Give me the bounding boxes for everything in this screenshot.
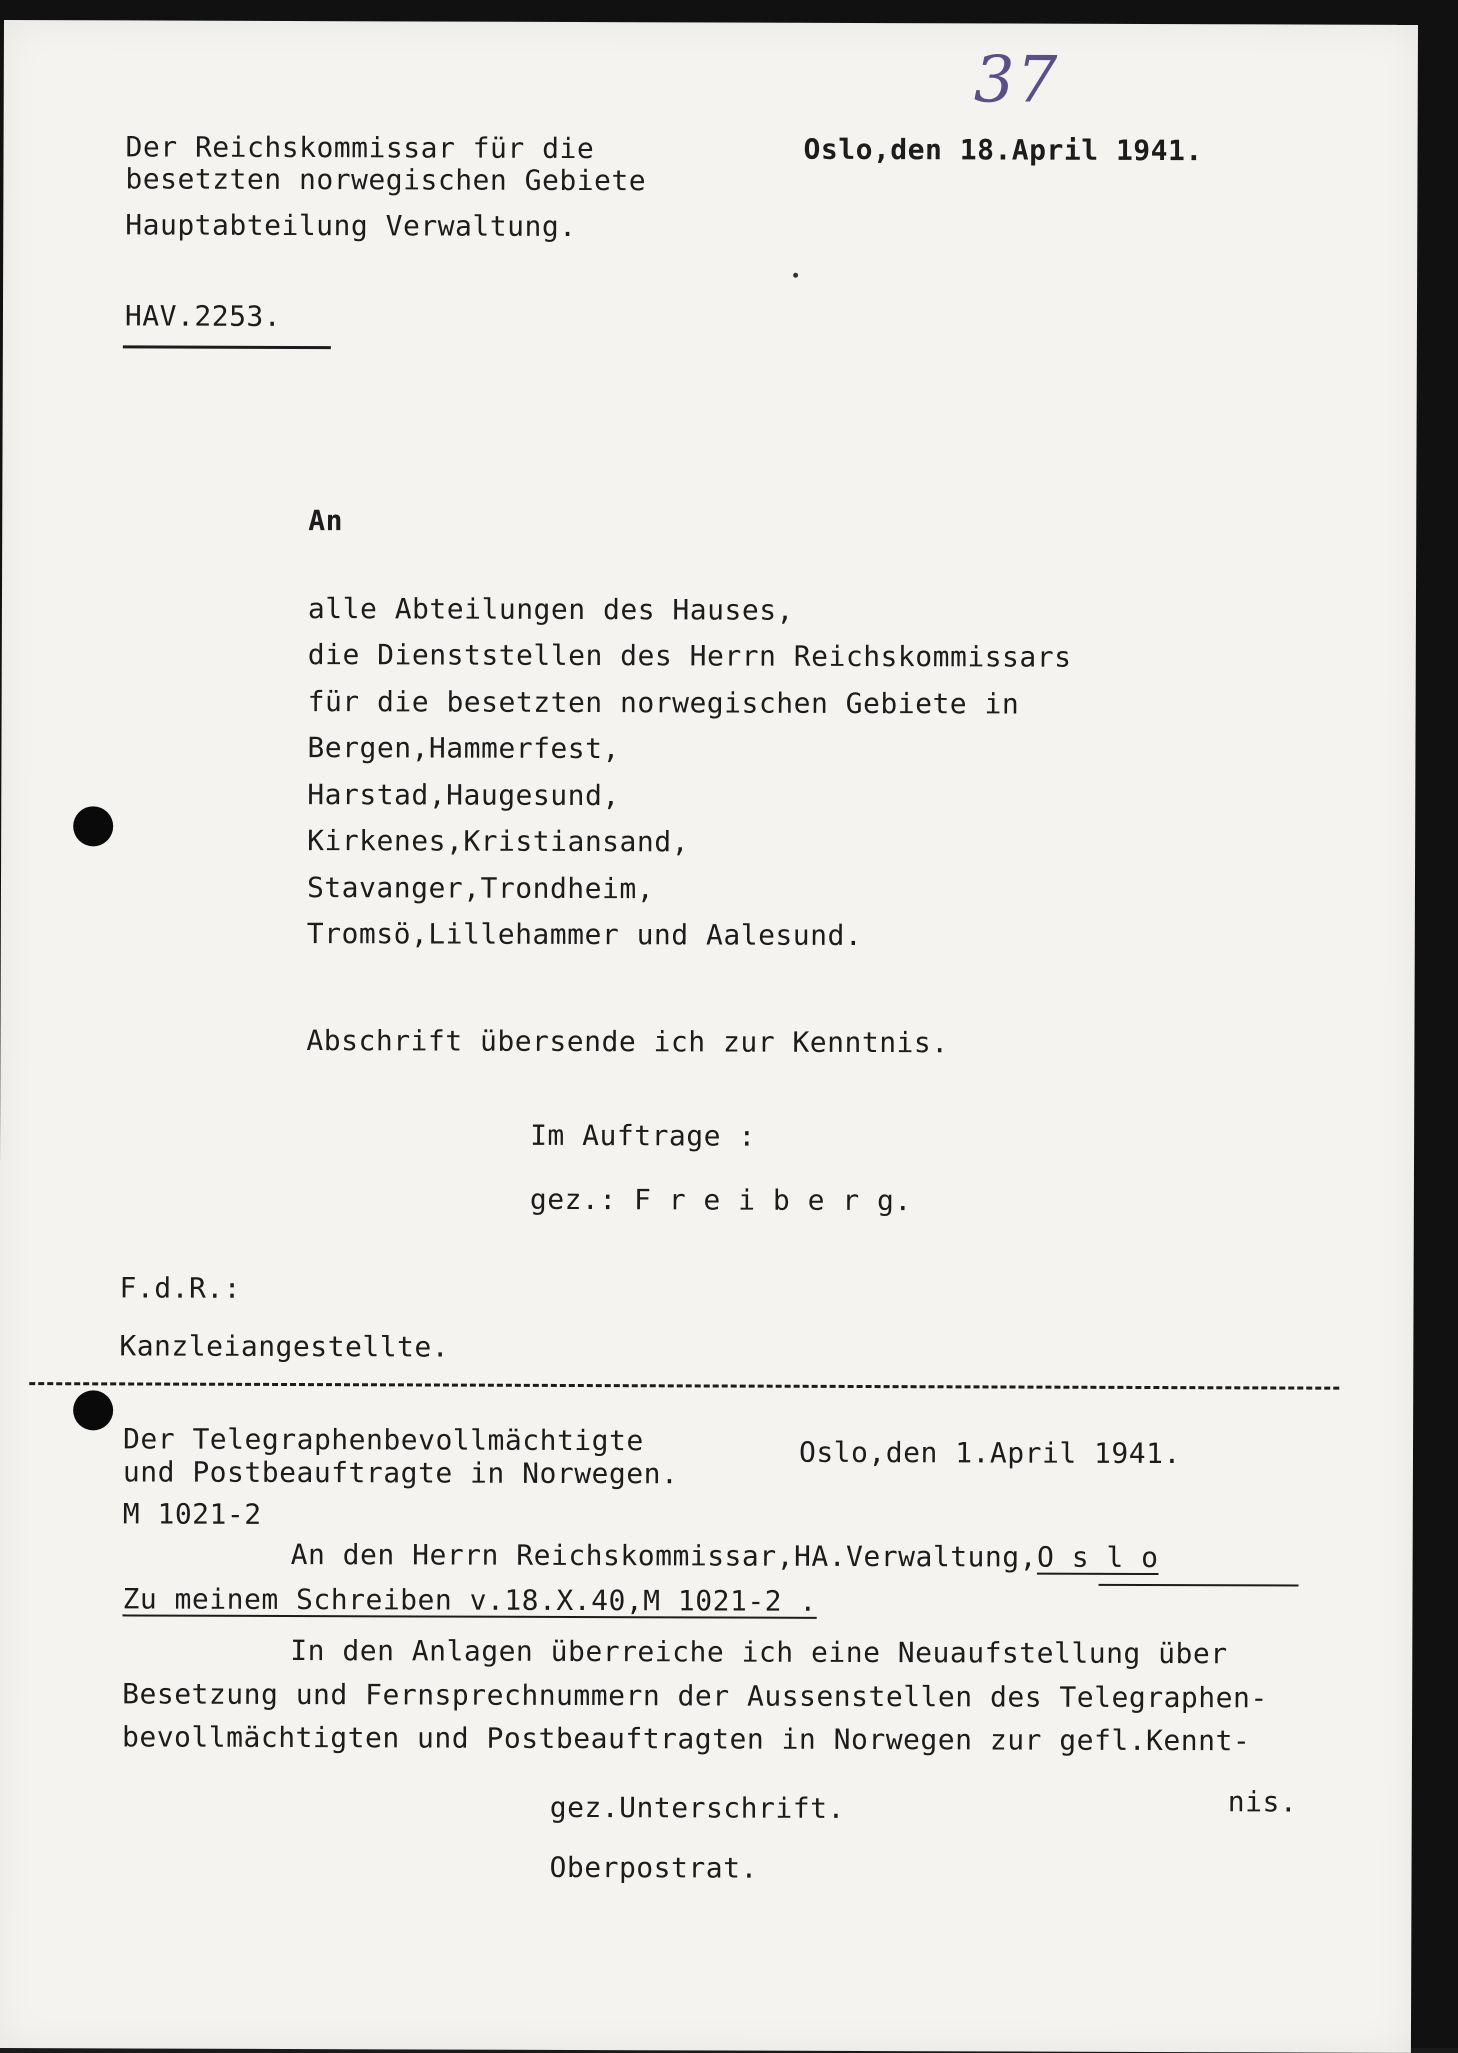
letter2-reference: M 1021-2: [122, 1497, 262, 1531]
recipient-line: alle Abteilungen des Hauses,: [307, 592, 795, 627]
letter1-body: Abschrift übersende ich zur Kenntnis.: [306, 1024, 949, 1060]
body-line: bevollmächtigten und Postbeauftragten in Norwegen zur gefl.Kennt-: [121, 1720, 1251, 1758]
letter1-sender-line1: Der Reichskommissar für die: [125, 130, 595, 166]
body-line: In den Anlagen überreiche ich eine Neuaufstellung über: [290, 1634, 1228, 1671]
letter1-closing: Im Auftrage :: [530, 1118, 756, 1153]
recipient-line: Tromsö,Lillehammer und Aalesund.: [306, 917, 863, 953]
letter2-date: Oslo,den 1.April 1941.: [798, 1435, 1181, 1471]
letter1-date: Oslo,den 18.April 1941.: [803, 132, 1203, 168]
letter2-subject: Zu meinem Schreiben v.18.X.40,M 1021-2 .: [122, 1582, 817, 1618]
punch-hole-bottom: [73, 1390, 113, 1430]
body-line: Besetzung und Fernsprechnummern der Aussenstellen des Telegraphen-: [122, 1677, 1268, 1715]
body-line-wrap: nis.: [1227, 1785, 1298, 1819]
addressee-underline: [1099, 1584, 1299, 1587]
letter1-reference: HAV.2253.: [124, 299, 282, 333]
recipient-line: Bergen,Hammerfest,: [307, 731, 620, 766]
addressee-city: O s l o: [1036, 1540, 1159, 1575]
letter2-sender-line1: Der Telegraphenbevollmächtigte: [122, 1422, 644, 1458]
page-number-handwritten: 37: [973, 43, 1060, 118]
letter1-department: Hauptabteilung Verwaltung.: [125, 208, 577, 243]
section-separator: [29, 1382, 1339, 1390]
letter1-sender-line2: besetzten norwegischen Gebiete: [125, 162, 647, 198]
recipient-line: für die besetzten norwegischen Gebiete in: [307, 685, 1020, 721]
addressee-prefix: An den Herrn Reichskommissar,HA.Verwaltung,: [290, 1538, 1038, 1574]
letter1-signature: gez.: F r e i b e r g.: [529, 1182, 912, 1218]
recipient-line: die Dienststellen des Herrn Reichskommissars: [307, 638, 1072, 674]
letter2-signature: gez.Unterschrift.: [549, 1790, 845, 1825]
document-page: [0, 20, 1418, 2053]
recipient-line: Kirkenes,Kristiansand,: [307, 824, 690, 859]
punch-hole-top: [73, 806, 113, 846]
letter2-sender-line2: und Postbeauftragte in Norwegen.: [122, 1455, 679, 1491]
recipient-line: Harstad,Haugesund,: [307, 778, 620, 813]
recipient-line: Stavanger,Trondheim,: [306, 871, 655, 906]
reference-underline: [123, 345, 331, 349]
letter1-clerk: Kanzleiangestellte.: [119, 1329, 450, 1364]
letter2-title: Oberpostrat.: [549, 1850, 758, 1885]
letter1-salutation: An: [308, 504, 344, 538]
letter2-addressee: [290, 1538, 1159, 1575]
letter1-fdr: F.d.R.:: [119, 1271, 242, 1305]
paper-speck: [793, 273, 798, 278]
